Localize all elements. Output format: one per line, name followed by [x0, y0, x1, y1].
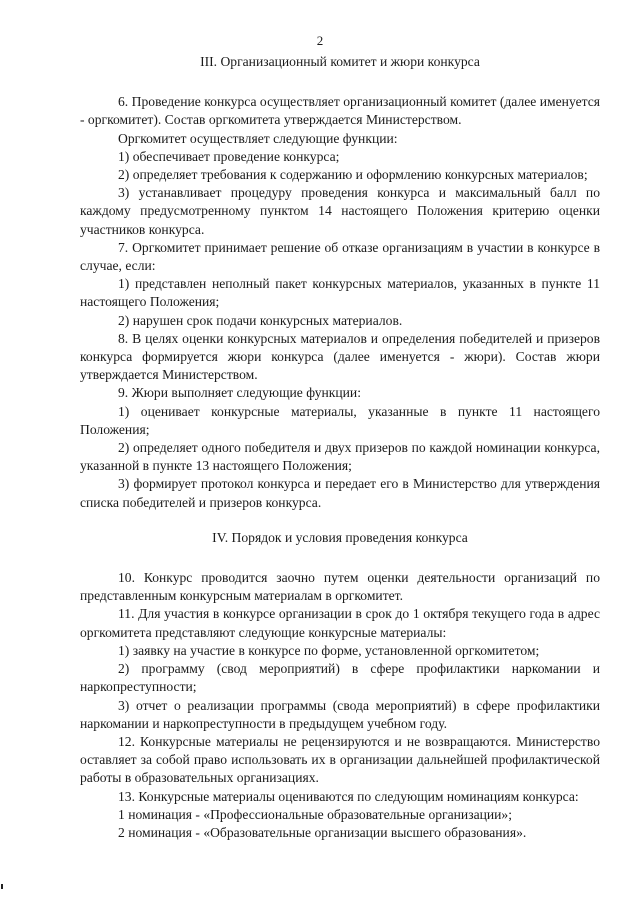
paragraph-material-3: 3) отчет о реализации программы (свода мероприятий) в сфере профилактики наркомании и наркопреступности в предыдущем учебном году. — [80, 697, 600, 731]
paragraph-committee-function-2: 2) определяет требования к содержанию и оформлению конкурсных материалов; — [118, 167, 588, 183]
paragraph-committee-function-1: 1) обеспечивает проведение конкурса; — [118, 148, 340, 164]
paragraph-refusal-reason-2: 2) нарушен срок подачи конкурсных материалов. — [118, 312, 403, 328]
paragraph-12: 12. Конкурсные материалы не рецензируются и не возвращаются. Министерство оставляет за собой право использовать их в организации дальнейшей профилактической работы в образовательных организациях. — [80, 733, 600, 786]
paragraph-jury-function-2: 2) определяет одного победителя и двух призеров по каждой номинации конкурса, указанной в пункте 13 настоящего Положения; — [80, 440, 600, 474]
scan-mark — [1, 884, 3, 889]
paragraph-10: 10. Конкурс проводится заочно путем оценки деятельности организаций по представленным конкурсным материалам в оргкомитет. — [80, 570, 600, 604]
paragraph-6: 6. Проведение конкурса осуществляет организационный комитет (далее именуется - оргкомитет). Состав оргкомитета утверждается Министерством. — [80, 94, 600, 128]
document-body — [80, 53, 600, 842]
paragraph-13: 13. Конкурсные материалы оцениваются по следующим номинациям конкурса: — [118, 788, 579, 804]
paragraph-material-2: 2) программу (свод мероприятий) в сфере профилактики наркомании и наркопреступности; — [80, 661, 600, 695]
paragraph-material-1: 1) заявку на участие в конкурсе по форме, установленной оргкомитетом; — [118, 642, 540, 658]
paragraph-9: 9. Жюри выполняет следующие функции: — [118, 385, 361, 401]
paragraph-7: 7. Оргкомитет принимает решение об отказе организациям в участии в конкурсе в случае, если: — [80, 239, 600, 274]
paragraph-jury-function-3: 3) формирует протокол конкурса и передает его в Министерство для утверждения списка победителей и призеров конкурса. — [80, 476, 600, 510]
paragraph-nomination-1: 1 номинация - «Профессиональные образовательные организации»; — [118, 806, 512, 822]
page-number: 2 — [316, 33, 324, 48]
section-heading-procedure: IV. Порядок и условия проведения конкурса — [212, 529, 468, 545]
paragraph-jury-function-1: 1) оценивает конкурсные материалы, указанные в пункте 11 настоящего Положения; — [80, 403, 600, 437]
paragraph-nomination-2: 2 номинация - «Образовательные организации высшего образования». — [118, 824, 527, 840]
paragraph-committee-function-3: 3) устанавливает процедуру проведения конкурса и максимальный балл по каждому предусмотренному пунктом 14 настоящего Положения критерию оценки участников конкурса. — [80, 185, 600, 237]
paragraph-8: 8. В целях оценки конкурсных материалов и определения победителей и призеров конкурса формируется жюри конкурса (далее именуется - жюри). Состав жюри утверждается Министерством. — [80, 330, 600, 383]
paragraph-11: 11. Для участия в конкурсе организации в срок до 1 октября текущего года в адрес оргкомитета представляют следующие конкурсные материалы: — [80, 606, 600, 640]
section-heading-organizing-committee: III. Организационный комитет и жюри конкурса — [200, 54, 480, 69]
paragraph-committee-functions: Оргкомитет осуществляет следующие функции: — [118, 130, 398, 146]
paragraph-refusal-reason-1: 1) представлен неполный пакет конкурсных материалов, указанных в пункте 11 настоящего Положения; — [80, 276, 600, 310]
